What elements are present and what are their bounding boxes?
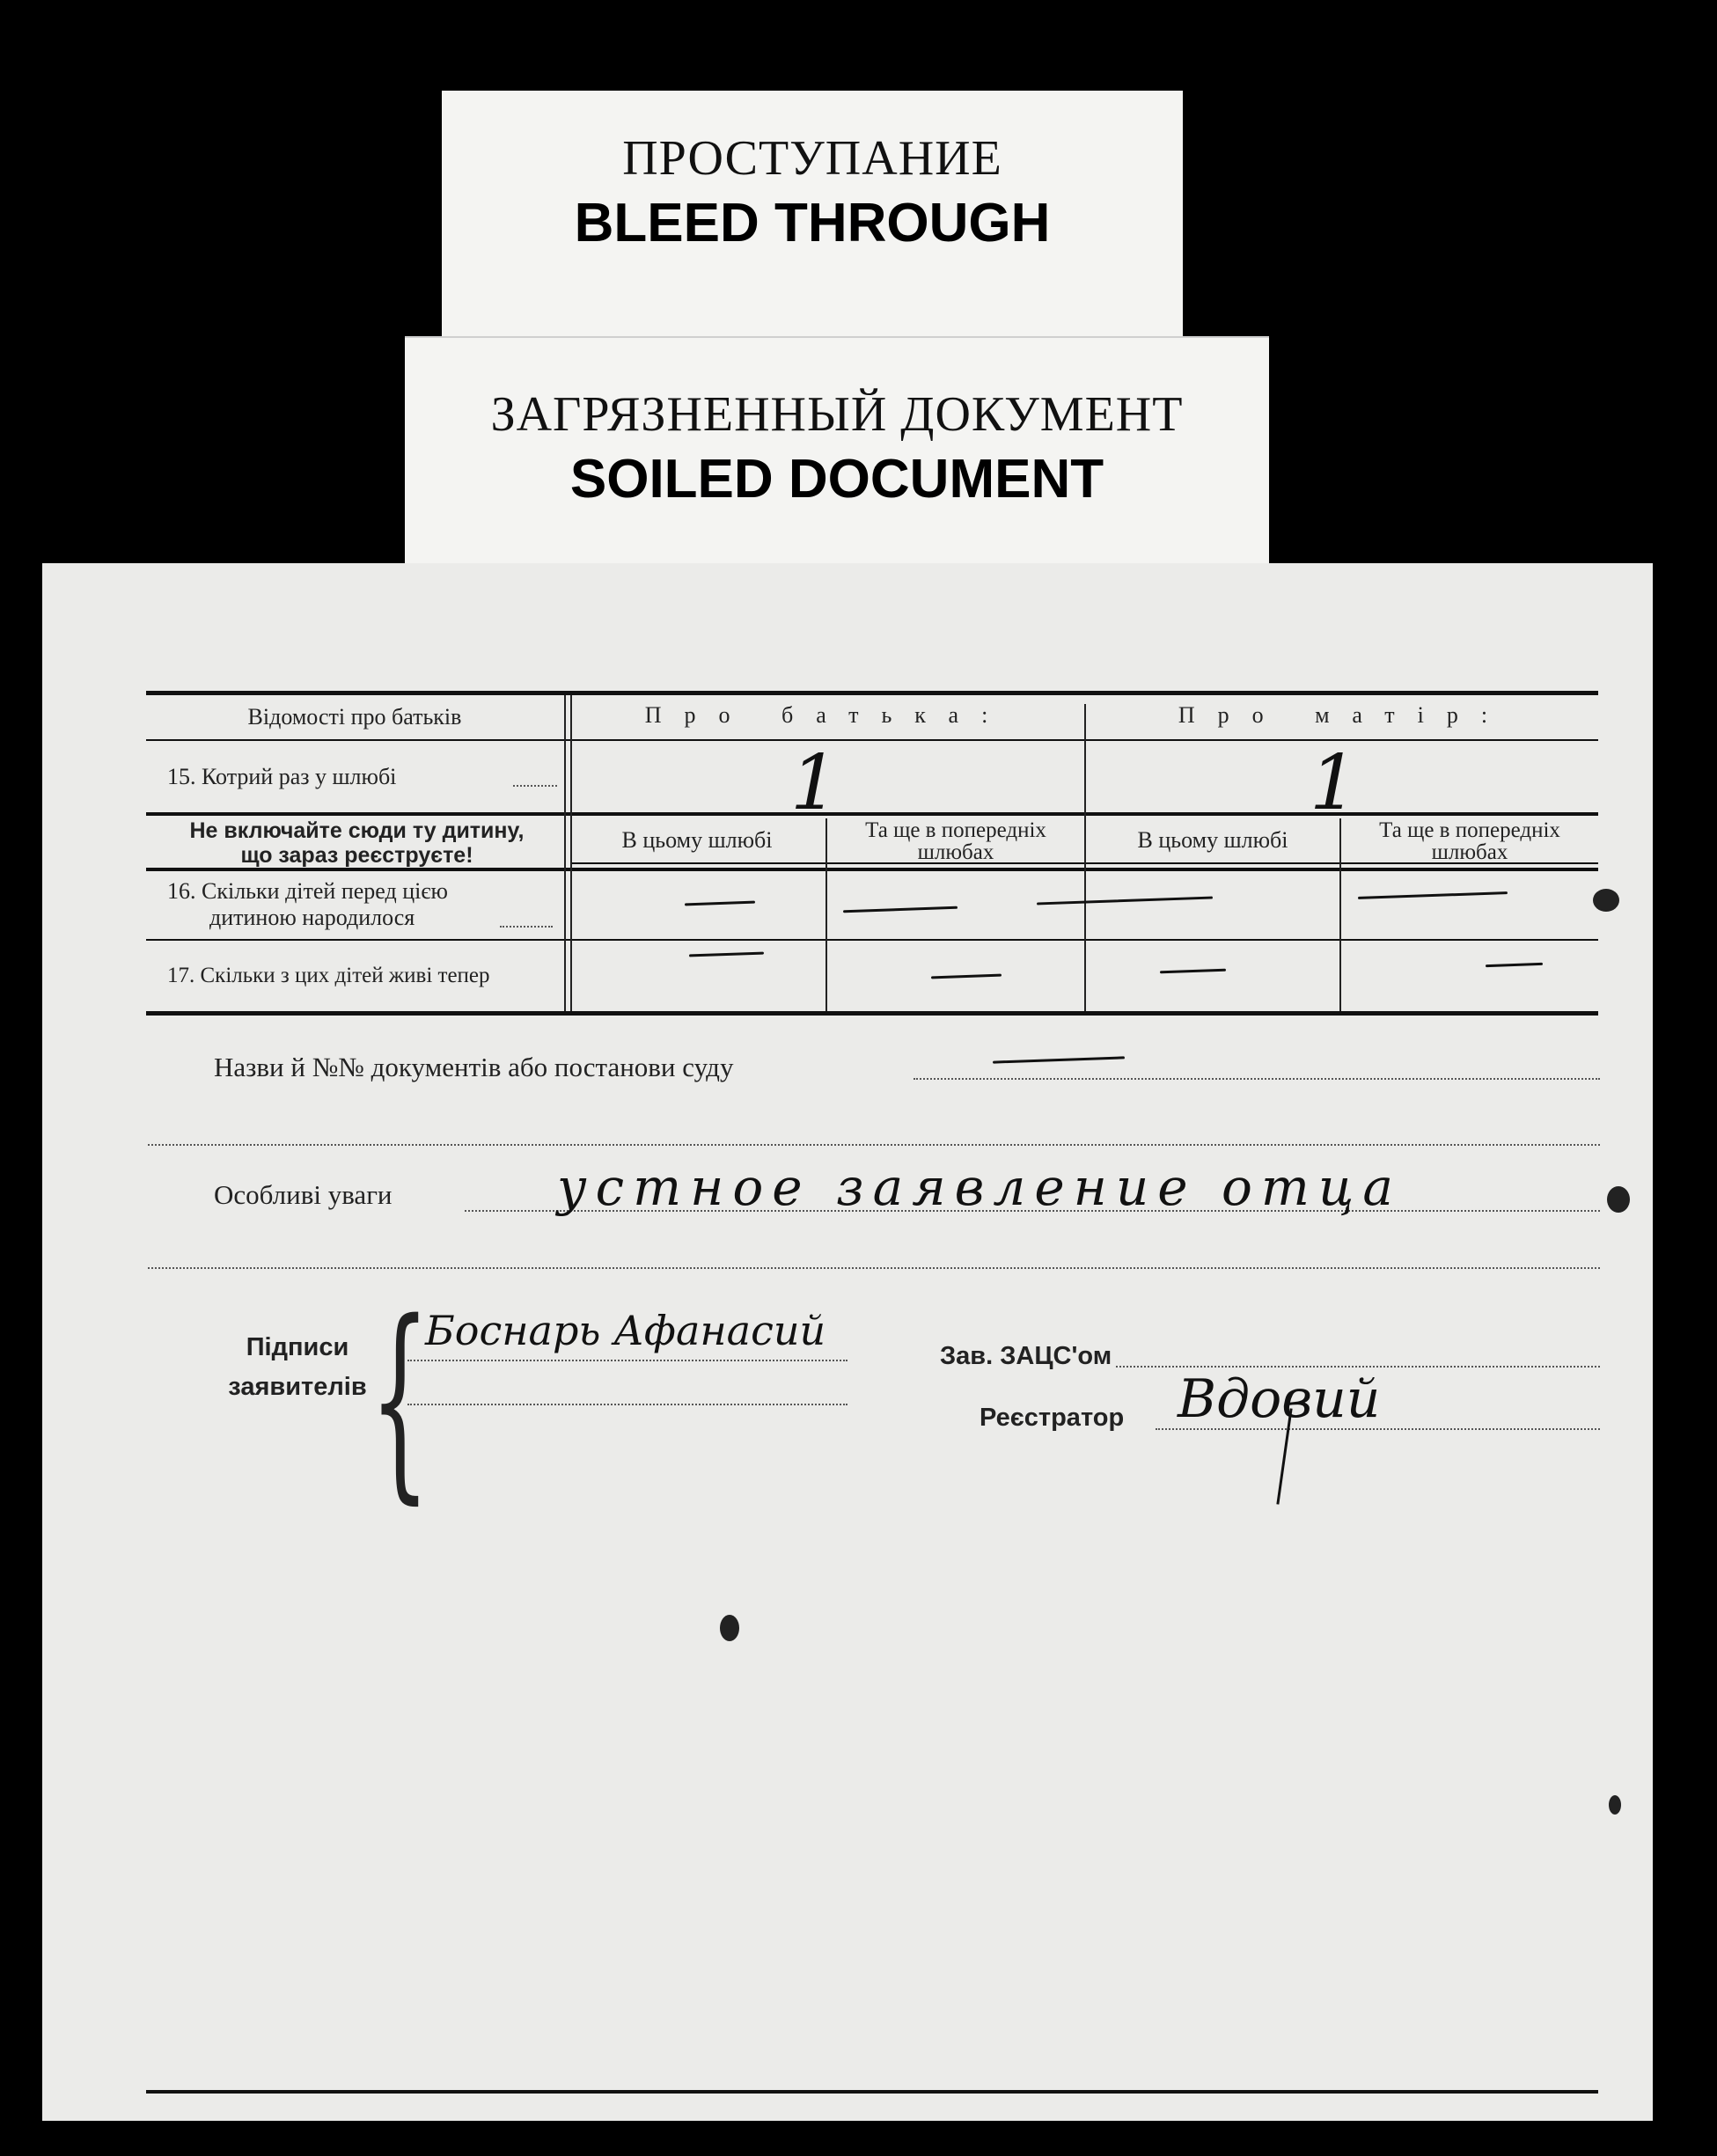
row16-mother-this-dash: [1037, 897, 1213, 906]
documents-dash: [993, 1056, 1125, 1063]
row16-label-1: 16. Скільки дітей перед цією: [167, 878, 448, 904]
row15-label: 15. Котрий раз у шлюбі: [167, 764, 397, 789]
documents-line: [914, 1078, 1600, 1080]
row17-mother-prev-dash: [1486, 963, 1543, 967]
row16-father-this-dash: [685, 901, 755, 906]
row16-leader: [500, 926, 553, 928]
table-parent-divider: [1084, 704, 1086, 1011]
registrar-label: Реєстратор: [980, 1404, 1125, 1432]
soiled-document-label: [405, 336, 1269, 568]
document-sheet: [42, 563, 1653, 2121]
remarks-value: устное заявление отца: [557, 1157, 1402, 1217]
head-label: Зав. ЗАЦС'ом: [940, 1342, 1112, 1370]
table-header-label: Відомості про батьків: [247, 704, 462, 730]
signatures-label-1: Підписи: [246, 1333, 349, 1361]
table-row16-rule: [146, 939, 1598, 941]
table-row15-rule: [146, 812, 1598, 816]
documents-line-2: [148, 1144, 1600, 1146]
ink-blot: [720, 1615, 739, 1641]
remarks-line-2: [148, 1267, 1600, 1269]
row15-leader: [513, 785, 557, 787]
edge-damage-3: [1609, 1795, 1621, 1815]
documents-label: Назви й №№ документів або постанови суду: [214, 1052, 734, 1082]
father-prev-marriages-header-2: шлюбах: [917, 840, 994, 864]
father-header: Про батька:: [644, 702, 1011, 728]
table-top-rule: [146, 691, 1598, 695]
registrar-signature: Вдовий: [1178, 1368, 1381, 1430]
row17-mother-this-dash: [1160, 969, 1226, 974]
mother-header: Про матір:: [1178, 702, 1511, 728]
note-line2: що зараз реєструєте!: [240, 843, 473, 868]
signatures-brace: {: [369, 1276, 430, 1522]
table-header-rule: [146, 739, 1598, 741]
page-bottom-rule: [146, 2090, 1598, 2094]
row16-mother-prev-dash: [1358, 891, 1508, 899]
mother-prev-marriages-header-1: Та ще в попередніх: [1379, 818, 1560, 842]
signatures-label-2: заявителів: [228, 1373, 367, 1401]
mother-prev-marriages-header-2: шлюбах: [1431, 840, 1508, 864]
table-bottom-rule: [146, 1011, 1598, 1016]
mother-this-marriage-header: В цьому шлюбі: [1137, 827, 1288, 853]
row17-father-this-dash: [689, 952, 764, 957]
remarks-label: Особливі уваги: [214, 1179, 393, 1210]
edge-damage-1: [1593, 889, 1619, 912]
edge-damage-2: [1607, 1186, 1630, 1213]
head-line: [1116, 1366, 1600, 1368]
father-this-marriage-header: В цьому шлюбі: [621, 827, 773, 853]
bleed-through-en: BLEED THROUGH: [574, 193, 1051, 253]
soiled-document-en: SOILED DOCUMENT: [569, 449, 1104, 510]
row16-label-2: дитиною народилося: [209, 905, 415, 930]
signature-line-1: [407, 1360, 847, 1361]
row17-father-prev-dash: [931, 974, 1002, 979]
row16-father-prev-dash: [843, 906, 958, 913]
soiled-document-ru: ЗАГРЯЗНЕННЫЙ ДОКУМЕНТ: [490, 387, 1184, 442]
signature-line-2: [407, 1404, 847, 1405]
father-prev-marriages-header-1: Та ще в попередніх: [865, 818, 1046, 842]
row17-label: 17. Скільки з цих дітей живі тепер: [167, 964, 490, 987]
note-line1: Не включайте сюди ту дитину,: [189, 818, 525, 843]
bleed-through-ru: ПРОСТУПАНИЕ: [622, 131, 1002, 186]
bleed-through-label: [442, 91, 1183, 339]
table-mother-subdivider: [1339, 818, 1341, 1011]
row15-mother-value: 1: [1310, 739, 1358, 827]
table-father-subdivider: [825, 818, 827, 1011]
row15-father-value: 1: [790, 739, 839, 827]
applicant-signature: Боснарь Афанасий: [425, 1307, 826, 1354]
